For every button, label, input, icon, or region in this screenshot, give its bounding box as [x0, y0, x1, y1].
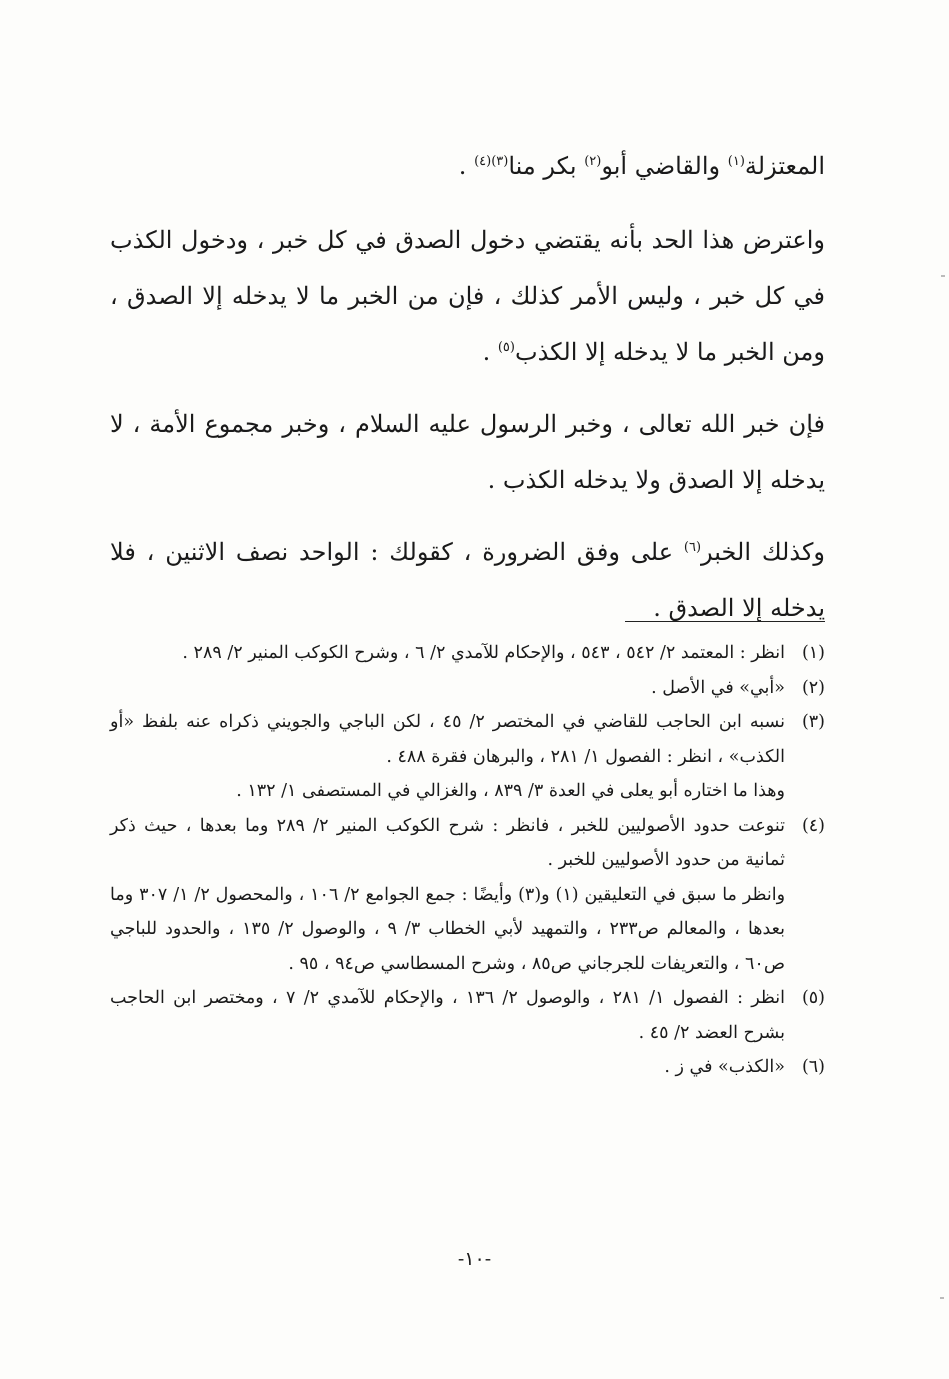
footnote-number: (٦): [801, 1057, 825, 1077]
text-run: والقاضي أبو: [601, 152, 728, 180]
page-number: -١٠-: [457, 1248, 492, 1270]
footnote-line: «أبي» في الأصل .: [651, 677, 785, 698]
footnote-line: انظر : الفصول ١/ ٢٨١ ، والوصول ٢/ ١٣٦ ، والإحكام للآمدي ٢/ ٧ ، ومختصر ابن الحاجب بشرح العضد ٢/ ٤٥ .: [110, 988, 786, 1043]
footnote-line: «الكذب» في ز .: [664, 1057, 785, 1077]
scan-speck: [941, 275, 945, 277]
footnote-ref: (٢): [584, 154, 602, 169]
footnote-ref: (٦): [683, 540, 702, 555]
footnote-number: (٢): [801, 677, 825, 698]
text-run: واعترض هذا الحد بأنه يقتضي دخول الصدق في كل خبر ، ودخول الكذب في كل خبر ، وليس الأمر كذلك ، فإن من الخبر ما لا يدخله إلا الصدق ، ومن الخبر ما لا يدخله إلا الكذب: [110, 226, 825, 366]
scan-speck: [940, 1297, 944, 1299]
footnote-ref: (٥): [497, 340, 515, 355]
footnote-number: (٥): [801, 988, 825, 1008]
text-run: على وفق الضرورة ، كقولك : الواحد نصف الاثنين ، فلا يدخله إلا الصدق .: [110, 538, 825, 622]
text-run: .: [458, 152, 475, 180]
footnote: [110, 705, 825, 809]
footnote-line: تنوعت حدود الأصوليين للخبر ، فانظر : شرح الكوكب المنير ٢/ ٢٨٩ وما بعدها ، حيث ذكر ثمانية من حدود الأصوليين للخبر .: [110, 815, 785, 870]
main-text: [110, 138, 825, 652]
footnote-line: وهذا ما اختاره أبو يعلى في العدة ٣/ ٨٣٩ ، والغزالي في المستصفى ١/ ١٣٢ .: [236, 781, 785, 801]
footnote-number: (١): [801, 643, 825, 663]
footnote-text: [110, 636, 785, 671]
text-run: فإن خبر الله تعالى ، وخبر الرسول عليه السلام ، وخبر مجموع الأمة ، لا يدخله إلا الصدق ولا يدخله الكذب .: [110, 410, 825, 494]
footnote: [110, 671, 825, 706]
footnote-line: نسبه ابن الحاجب للقاضي في المختصر ٢/ ٤٥ ، لكن الباجي والجويني ذكراه عنه بلفظ «أو الكذب» ، انظر : الفصول ١/ ٢٨١ ، والبرهان فقرة ٤٨٨ .: [110, 712, 785, 767]
footnote-number: (٣): [801, 712, 825, 732]
paragraph: [110, 138, 825, 194]
footnote-text: [110, 671, 785, 706]
text-run: .: [482, 338, 498, 366]
text-run: بكر منا: [508, 152, 585, 180]
footnote-text: [110, 705, 785, 809]
footnote-text: [110, 809, 785, 982]
footnote-ref: (١): [727, 154, 745, 169]
text-run: وكذلك الخبر: [701, 538, 825, 566]
footnote: [110, 981, 825, 1050]
footnote-line: وانظر ما سبق في التعليقين (١) و(٣) وأيضًا : جمع الجوامع ٢/ ١٠٦ ، والمحصول ٢/ ١/ ٣٠٧ وما بعدها ، والمعالم ص٢٣٣ ، والتمهيد لأبي الخطاب ٣/ ٩ ، والوصول ٢/ ١٣٥ ، والحدود للباجي ص٦٠ ، والتعريفات للجرجاني ص٨٥ ، وشرح المسطاسي ص٩٤ ، ٩٥ .: [110, 884, 786, 974]
footnote-ref: (٣)(٤): [474, 154, 509, 169]
footnote-line: انظر : المعتمد ٢/ ٥٤٢ ، ٥٤٣ ، والإحكام للآمدي ٢/ ٦ ، وشرح الكوكب المنير ٢/ ٢٨٩ .: [182, 643, 785, 663]
footnote-number: (٤): [801, 815, 825, 836]
footnotes: [110, 636, 825, 1085]
footnote-separator: [625, 621, 825, 622]
footnote: [110, 1050, 825, 1085]
text-run: المعتزلة: [744, 152, 825, 180]
paragraph: [110, 396, 825, 508]
footnote-text: [110, 981, 785, 1050]
footnote: [110, 809, 825, 982]
footnote-text: [110, 1050, 785, 1085]
paragraph: [110, 524, 825, 636]
footnote: [110, 636, 825, 671]
paragraph: [110, 212, 825, 380]
